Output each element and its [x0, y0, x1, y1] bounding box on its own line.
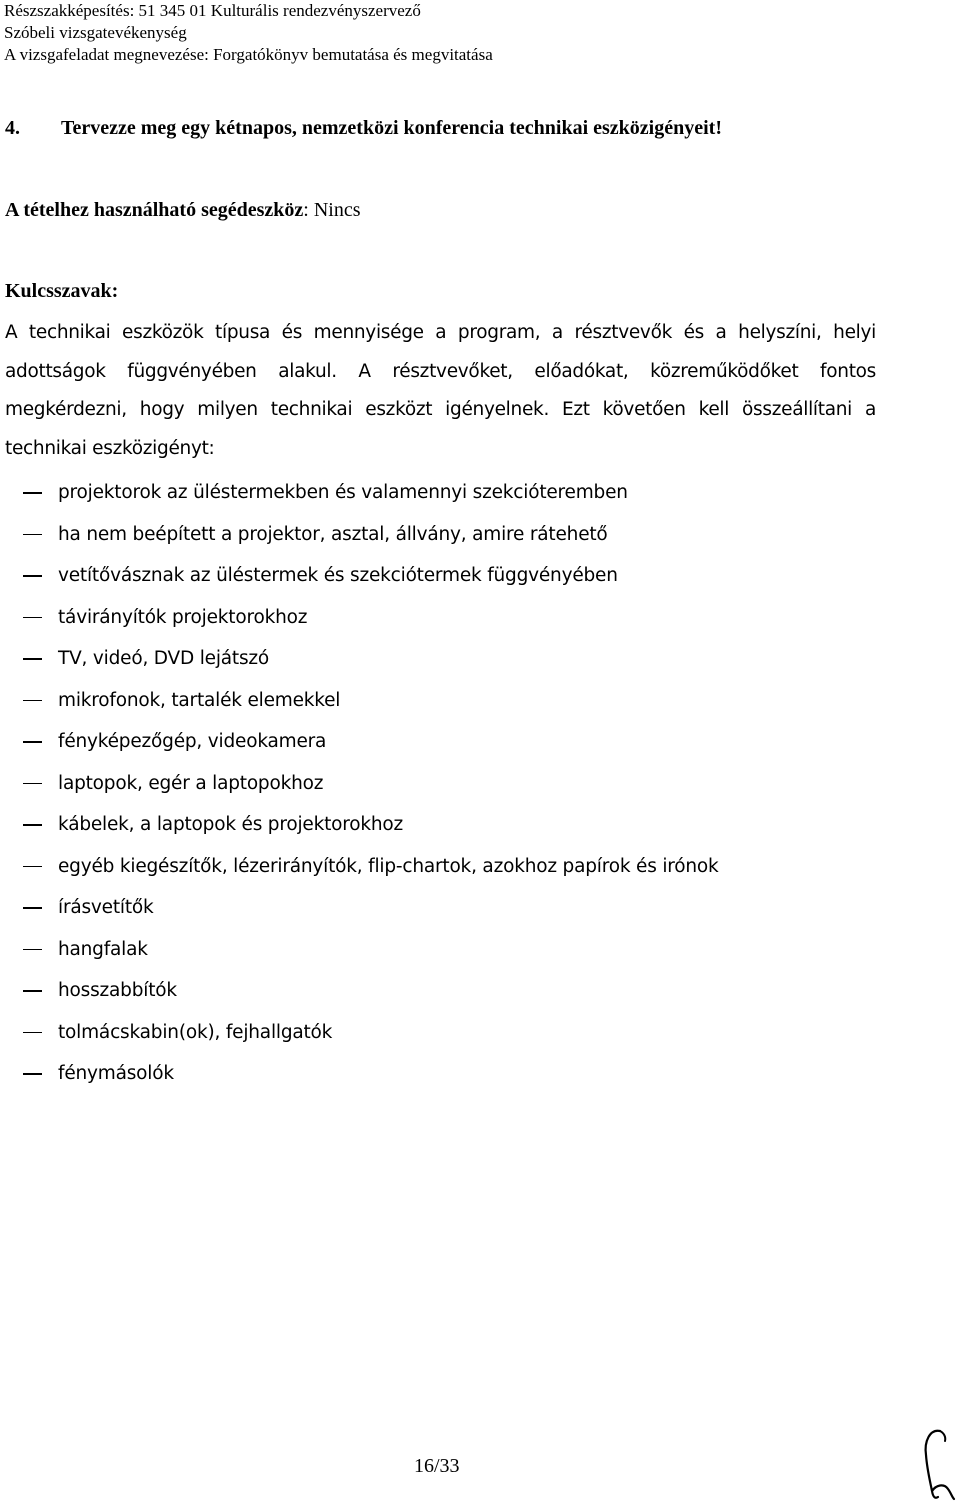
dash-bullet-icon: [23, 575, 42, 577]
list-item-text: írásvetítők: [58, 897, 154, 918]
document-header: [4, 0, 493, 66]
list-item-text: laptopok, egér a laptopokhoz: [58, 772, 324, 794]
dash-bullet-icon: [23, 1032, 42, 1034]
header-exam-activity: Szóbeli vizsgatevékenység: [4, 23, 187, 42]
keywords-paragraph: A technikai eszközök típusa és mennyisége a program, a résztvevők és a helyszíni, helyi adottságok függvényében alakul. A résztvevőket, előadókat, közreműködőket fontos megkérdezni, hogy milyen technikai eszközt igényelnek. Ezt követően kell összeállítani a technikai eszközigényt:: [5, 322, 876, 459]
list-item-text: kábelek, a laptopok és projektorokhoz: [58, 814, 404, 835]
dash-bullet-icon: [23, 866, 42, 868]
task-number: 4.: [5, 117, 20, 139]
list-item-text: fénymásolók: [58, 1063, 174, 1084]
dash-bullet-icon: [23, 824, 42, 826]
dash-bullet-icon: [23, 907, 42, 909]
dash-bullet-icon: [23, 492, 42, 494]
dash-bullet-icon: [23, 700, 42, 702]
aid-value: : Nincs: [303, 199, 361, 221]
task-title-text: Tervezze meg egy kétnapos, nemzetközi konferencia technikai eszközigényeit!: [61, 117, 722, 139]
dash-bullet-icon: [23, 741, 42, 743]
aid-label: A tételhez használható segédeszköz: [5, 199, 304, 221]
dash-bullet-icon: [23, 658, 42, 660]
list-item-text: projektorok az üléstermekben és valamennyi szekcióteremben: [58, 482, 628, 503]
dash-bullet-icon: [23, 783, 42, 785]
header-task-name: A vizsgafeladat megnevezése: Forgatókönyv bemutatása és megvitatása: [4, 45, 493, 64]
list-item-text: mikrofonok, tartalék elemekkel: [58, 689, 341, 711]
page-number: 16/33: [414, 1455, 460, 1477]
list-item-text: egyéb kiegészítők, lézerirányítók, flip-chartok, azokhoz papírok és irónok: [58, 855, 719, 877]
list-item-text: tolmácskabin(ok), fejhallgatók: [58, 1021, 333, 1043]
dash-bullet-icon: [23, 1073, 42, 1075]
dash-bullet-icon: [23, 949, 42, 951]
task-title: [5, 117, 722, 140]
header-qualification: Részszakképesítés: 51 345 01 Kulturális rendezvényszervező: [4, 1, 421, 20]
aid-line: [5, 199, 361, 222]
dash-bullet-icon: [23, 617, 42, 619]
list-item-text: távirányítók projektorokhoz: [58, 606, 308, 628]
keywords-heading: Kulcsszavak:: [5, 280, 119, 302]
list-item-text: hosszabbítók: [58, 980, 177, 1001]
list-item-text: vetítővásznak az üléstermek és szekciótermek függvényében: [58, 565, 618, 586]
list-item-text: hangfalak: [58, 938, 148, 960]
list-item-text: fényképezőgép, videokamera: [58, 731, 327, 752]
list-item-text: ha nem beépített a projektor, asztal, állvány, amire rátehető: [58, 523, 608, 545]
signature-mark: [918, 1425, 958, 1508]
dash-bullet-icon: [23, 534, 42, 536]
dash-bullet-icon: [23, 990, 42, 992]
list-item-text: TV, videó, DVD lejátszó: [58, 648, 270, 669]
